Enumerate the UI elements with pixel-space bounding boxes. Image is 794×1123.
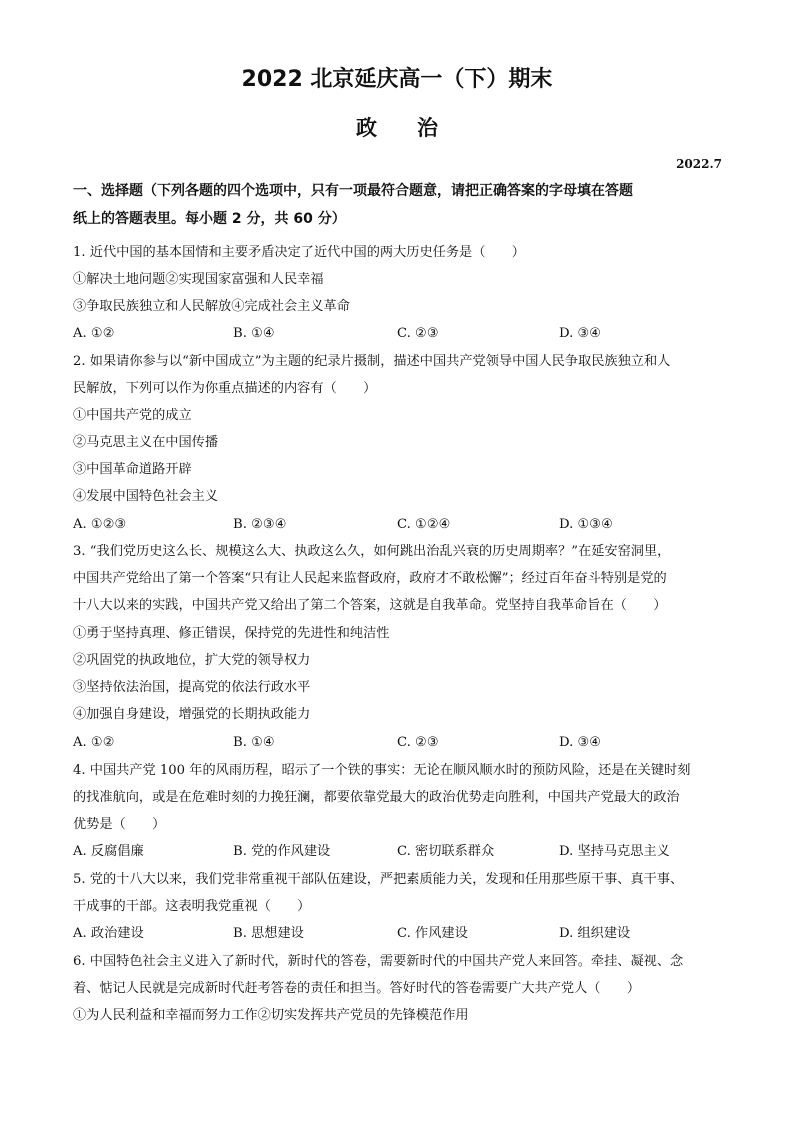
q5-option-a: A. 政治建设 — [73, 926, 144, 941]
q2-item: ④发展中国特色社会主义 — [73, 489, 219, 504]
q3-option-a: A. ①② — [73, 735, 115, 750]
q2-stem-line1: 2. 如果请你参与以“新中国成立”为主题的纪录片摄制，描述中国共产党领导中国人民争取民族独立和人 — [73, 354, 671, 369]
q6-stem-line2: 着、惦记人民就是完成新时代赶考答卷的责任和担当。答好时代的答卷需要广大共产党人（ ） — [73, 981, 641, 996]
subject-title: 政治 — [356, 116, 478, 140]
q4-stem-line3: 优势是（ ） — [73, 817, 166, 832]
q4-option-c: C. 密切联系群众 — [397, 844, 495, 859]
q1-item: ①解决土地问题②实现国家富强和人民幸福 — [73, 272, 324, 287]
q1-option-b: B. ①④ — [233, 326, 275, 341]
q4-option-d: D. 坚持马克思主义 — [559, 844, 670, 859]
q3-item: ④加强自身建设，增强党的长期执政能力 — [73, 707, 311, 722]
q2-option-c: C. ①②④ — [397, 517, 451, 532]
q6-stem-line1: 6. 中国特色社会主义进入了新时代，新时代的答卷，需要新时代的中国共产党人来回答。牵挂、凝视、念 — [73, 954, 684, 969]
q3-stem-line2: 中国共产党给出了第一个答案“只有让人民起来监督政府，政府才不敢松懈”；经过百年奋斗特别是党的 — [73, 571, 667, 586]
q3-item: ②巩固党的执政地位，扩大党的领导权力 — [73, 653, 311, 668]
q5-stem-line1: 5. 党的十八大以来，我们党非常重视干部队伍建设，严把素质能力关，发现和任用那些原干事、真干事、 — [73, 872, 684, 887]
q3-option-c: C. ②③ — [397, 735, 439, 750]
q4-option-b: B. 党的作风建设 — [233, 844, 331, 859]
q2-item: ②马克思主义在中国传播 — [73, 435, 219, 450]
q5-stem-line2: 干成事的干部。这表明我党重视（ ） — [73, 899, 311, 914]
q4-option-a: A. 反腐倡廉 — [73, 844, 144, 859]
q3-item: ③坚持依法治国，提高党的依法行政水平 — [73, 680, 311, 695]
q1-option-a: A. ①② — [73, 326, 115, 341]
q3-stem-line3: 十八大以来的实践，中国共产党又给出了第二个答案，这就是自我革命。党坚持自我革命旨在（ ） — [73, 598, 667, 613]
q6-item: ①为人民利益和幸福而努力工作②切实发挥共产党员的先锋模范作用 — [73, 1008, 469, 1023]
q1-option-c: C. ②③ — [397, 326, 439, 341]
q1-stem: 1. 近代中国的基本国情和主要矛盾决定了近代中国的两大历史任务是（ ） — [73, 245, 525, 260]
q1-item: ③争取民族独立和人民解放④完成社会主义革命 — [73, 299, 350, 314]
q5-option-d: D. 组织建设 — [559, 926, 631, 941]
q2-option-a: A. ①②③ — [73, 517, 127, 532]
exam-date: 2022.7 — [676, 157, 722, 171]
q3-stem-line1: 3. “我们党历史这么长、规模这么大、执政这么久，如何跳出治乱兴衰的历史周期率？”在延安窑洞里， — [73, 544, 671, 559]
q5-option-b: B. 思想建设 — [233, 926, 304, 941]
section-heading-line1: 一、选择题（下列各题的四个选项中，只有一项最符合题意，请把正确答案的字母填在答题 — [73, 183, 633, 199]
q3-item: ①勇于坚持真理、修正错误，保持党的先进性和纯洁性 — [73, 626, 390, 641]
q3-option-d: D. ③④ — [559, 735, 602, 750]
q3-option-b: B. ①④ — [233, 735, 275, 750]
q2-item: ③中国革命道路开辟 — [73, 462, 192, 477]
q2-stem-line2: 民解放，下列可以作为你重点描述的内容有（ ） — [73, 381, 377, 396]
q2-option-b: B. ②③④ — [233, 517, 287, 532]
q1-option-d: D. ③④ — [559, 326, 602, 341]
section-heading-line2: 纸上的答题表里。每小题 2 分，共 60 分） — [73, 211, 346, 227]
q5-option-c: C. 作风建设 — [397, 926, 468, 941]
q4-stem-line1: 4. 中国共产党 100 年的风雨历程，昭示了一个铁的事实：无论在顺风顺水时的预防风险，还是在关键时刻 — [73, 763, 691, 778]
q2-option-d: D. ①③④ — [559, 517, 613, 532]
q2-item: ①中国共产党的成立 — [73, 408, 192, 423]
q4-stem-line2: 的找准航向，或是在危难时刻的力挽狂澜，都要依靠党最大的政治优势走向胜利，中国共产党最大的政治 — [73, 790, 680, 805]
page-title: 2022 北京延庆高一（下）期末 — [241, 67, 553, 92]
